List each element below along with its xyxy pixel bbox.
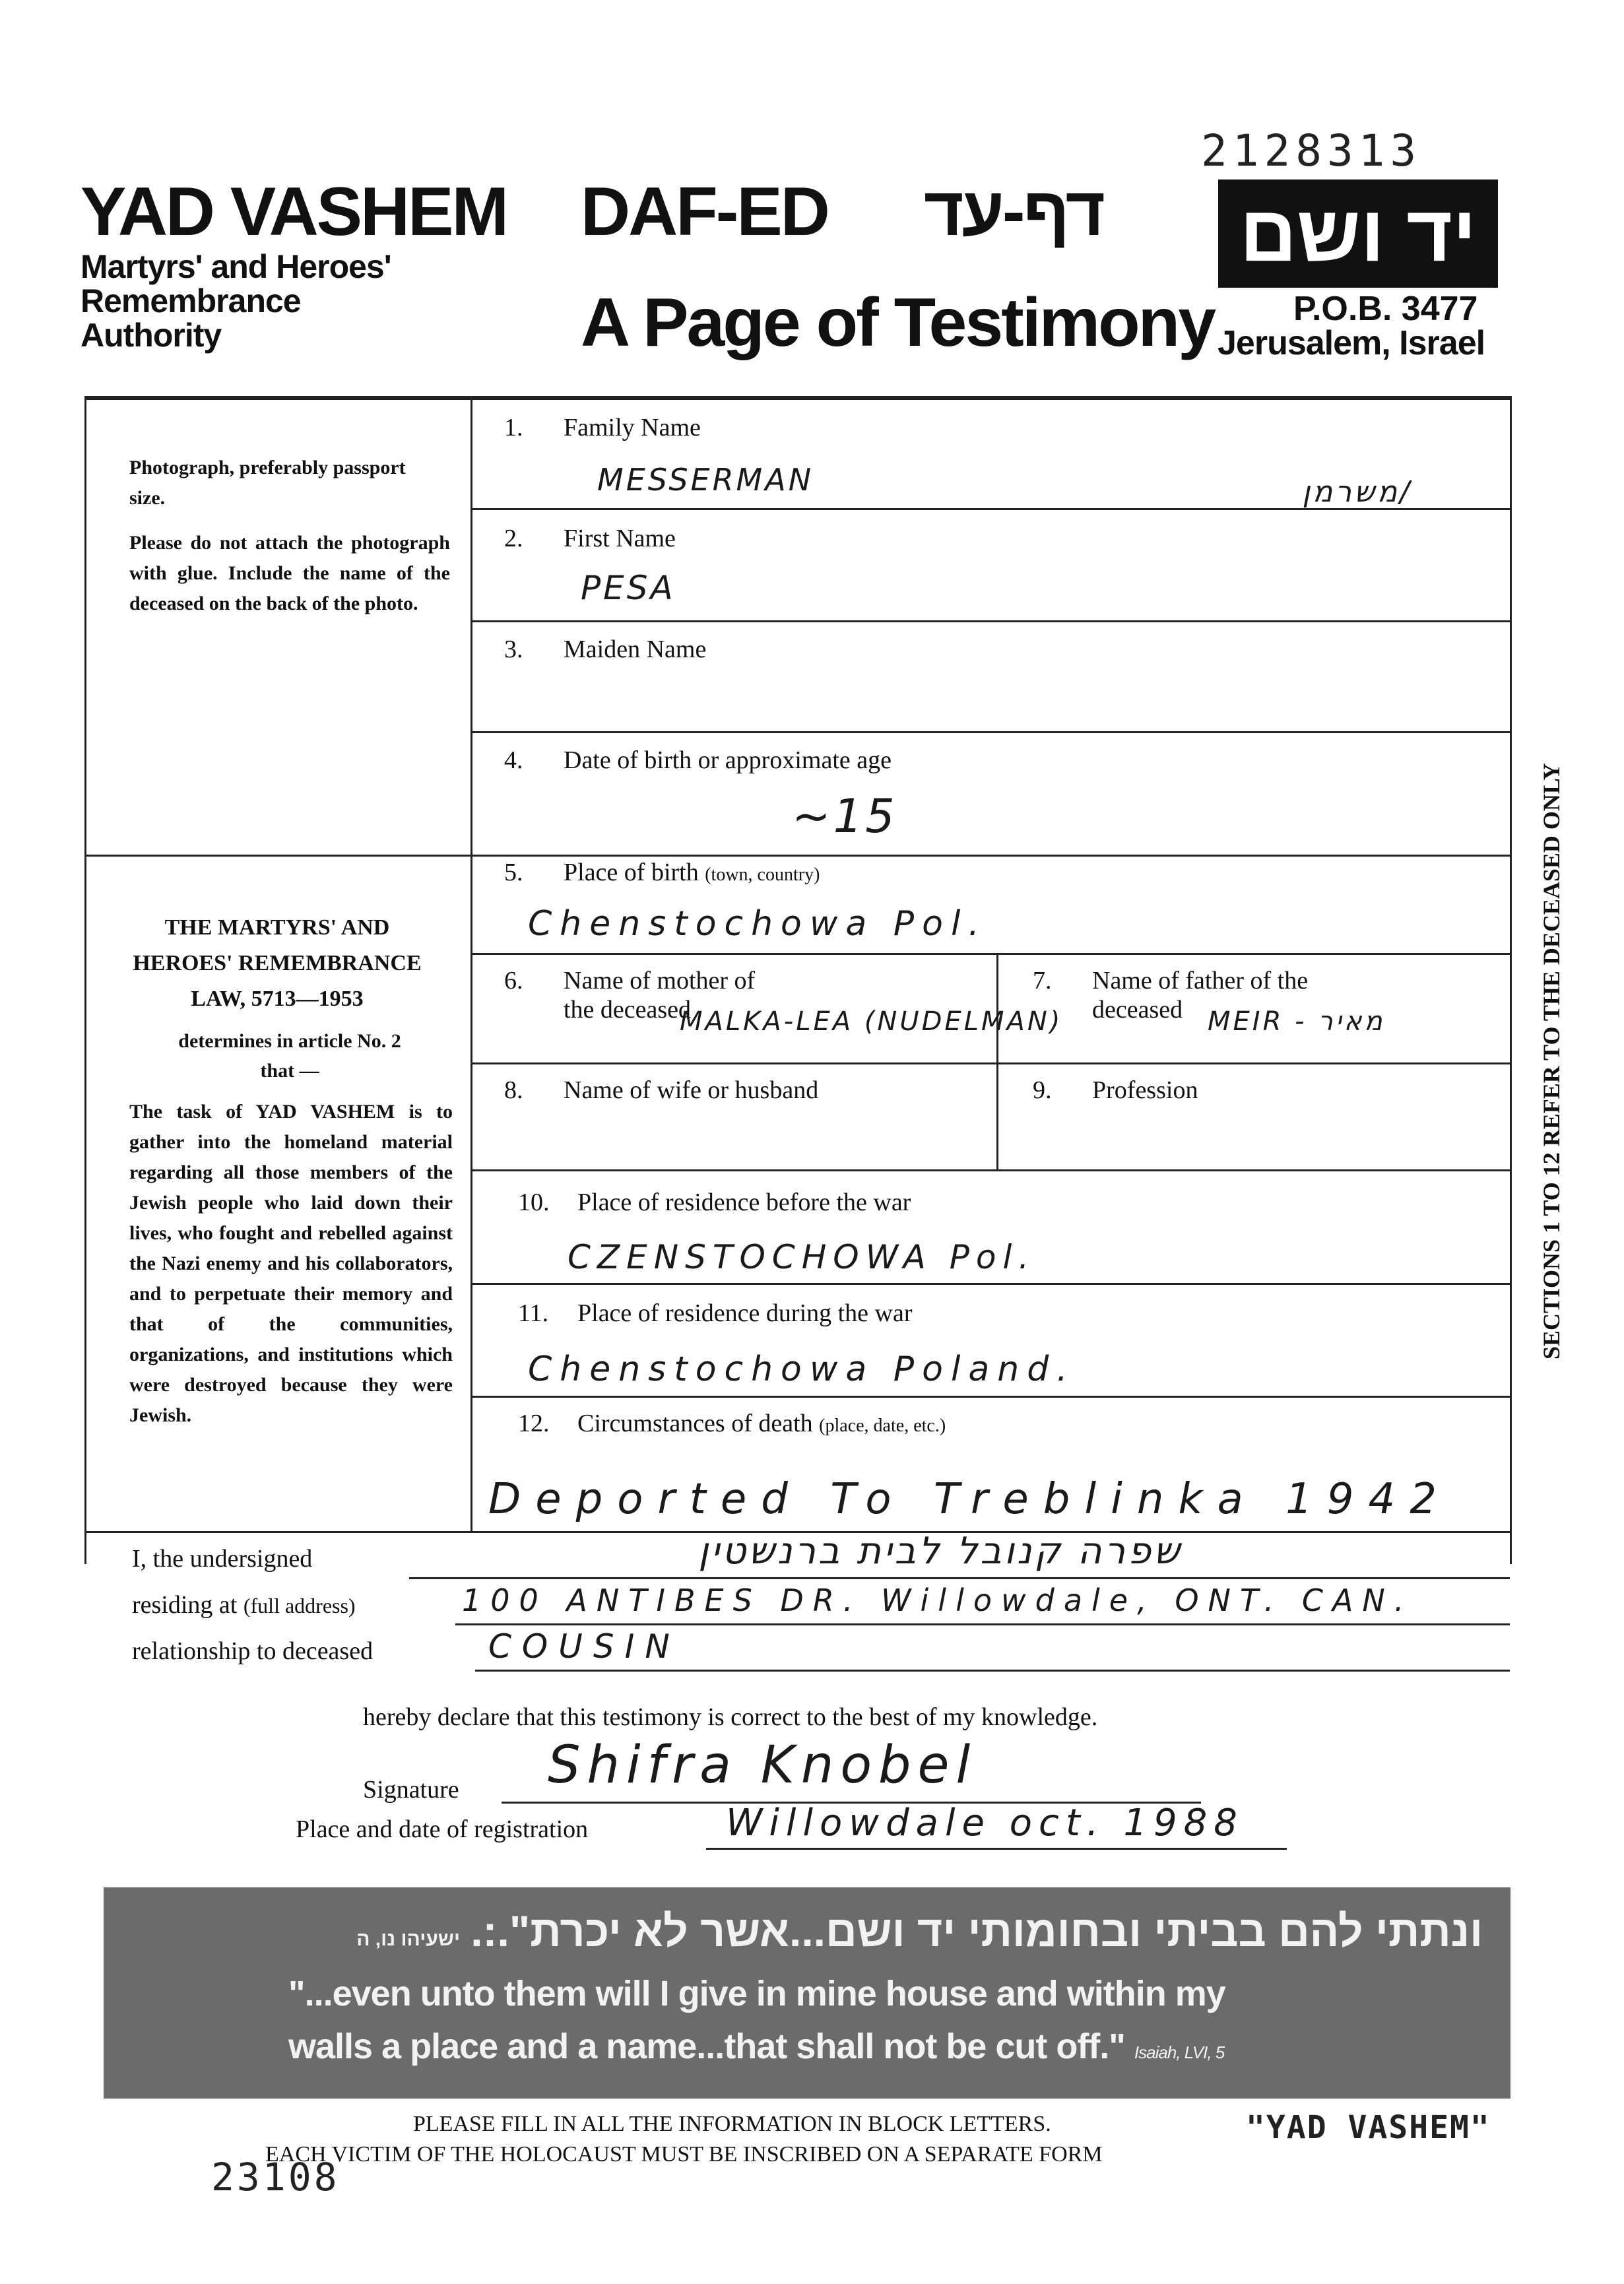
banner-english-2 [288,2026,1224,2067]
place-date-value[interactable]: Willowdale oct. 1988 [726,1802,1244,1844]
po-box: P.O.B. 3477 [1293,290,1478,328]
field-2-label [504,524,676,553]
field-1-label [504,413,701,442]
field-9-text: Profession [1092,1076,1198,1104]
footer-stamp: "YAD VASHEM" [1246,2109,1491,2146]
field-10-label [518,1188,911,1217]
quote-banner [104,1887,1510,2099]
field-10-number: 10. [518,1189,550,1216]
father-name-value[interactable]: MEIR - מאיר [1208,1006,1385,1037]
hebrew-title: דף-עד [924,174,1104,250]
field-3-text: Maiden Name [564,636,707,663]
field-2-number: 2. [504,525,523,552]
field-4-label [504,746,892,775]
field-12-text: Circumstances of death [577,1410,813,1437]
field-3-number: 3. [504,636,523,663]
field-2-text: First Name [564,525,676,552]
field-3-line [471,731,1510,733]
field-7-number: 7. [1033,967,1052,995]
footer-line-2: EACH VICTIM OF THE HOLOCAUST MUST BE INSCRIBED ON A SEPARATE FORM [265,2142,1103,2167]
field-5-label [504,858,820,887]
field-4-line [471,855,1510,857]
law-determines: determines in article No. 2 [178,1030,401,1052]
relationship-label: relationship to deceased [132,1637,374,1665]
field-10-line [471,1283,1510,1285]
undersigned-value[interactable]: שפרה קנובל לבית ברנשטין [698,1530,1183,1573]
city: Jerusalem, Israel [1218,324,1485,362]
law-heading-3: LAW, 5713—1953 [191,987,364,1011]
field-8-number: 8. [504,1076,523,1104]
form-top-border [84,396,1510,400]
birth-place-value[interactable]: Chenstochowa Pol. [528,904,987,944]
place-date-line [706,1848,1287,1850]
residence-before-value[interactable]: CZENSTOCHOWA Pol. [568,1238,1036,1276]
family-name-value[interactable]: MESSERMAN [597,462,814,498]
address-label-note: (full address) [243,1594,356,1617]
field-8-text: Name of wife or husband [564,1076,819,1104]
photo-instructions-1: Photograph, preferably passport size. [129,457,406,509]
field-1-line [471,508,1510,510]
left-box-bottom [84,1531,471,1533]
law-body: The task of YAD VASHEM is to gather into the homeland material regarding all those members of the Jewish people who laid down their lives, who fought and rebelled against the Nazi enemy and his collaborators, and to perpetuate their memory and that of the communities, organizations, and institutions which were destroyed because they were Jewish. [129,1101,453,1426]
document-number: 2128313 [1201,125,1422,176]
yad-vashem-logo [1218,179,1498,288]
field-7-text: Name of father of the deceased [1092,967,1309,1024]
field-6-7-divider [996,953,998,1171]
relationship-value[interactable]: COUSIN [488,1627,680,1666]
footer-line-1: PLEASE FILL IN ALL THE INFORMATION IN BLOCK LETTERS. [413,2112,1051,2136]
field-5-text: Place of birth [564,859,699,886]
death-circumstances-value[interactable]: Deported To Treblinka 1942 [488,1475,1451,1524]
form-divider [471,396,472,1531]
field-3-label [504,635,706,664]
undersigned-line [409,1577,1510,1579]
declaration-text: hereby declare that this testimony is correct to the best of my knowledge. [363,1703,1098,1731]
sections-side-note: SECTIONS 1 TO 12 REFER TO THE DECEASED ONLY [1538,763,1565,1359]
age-value[interactable]: ~15 [792,789,897,843]
field-11-line [471,1396,1510,1398]
photo-instructions-2: Please do not attach the photograph with glue. Include the name of the deceased on the back of the photo. [129,532,450,614]
field-11-number: 11. [518,1299,549,1327]
relationship-line [475,1670,1510,1672]
field-5-line [471,953,1510,955]
undersigned-label: I, the undersigned [132,1545,313,1573]
law-heading-2: HEROES' REMEMBRANCE [133,951,422,975]
field-2-line [471,620,1510,622]
field-1-number: 1. [504,414,523,441]
signature-value[interactable]: Shifra Knobel [548,1736,977,1795]
org-subtitle: Martyrs' and Heroes' Remembrance Authority [81,248,391,354]
field-9-label [1033,1076,1198,1105]
address-label [132,1590,356,1619]
banner-english-ref: Isaiah, LVI, 5 [1134,2042,1225,2062]
field-5-number: 5. [504,859,523,886]
field-6-number: 6. [504,967,523,995]
family-name-hebrew[interactable]: /משרמן [1302,475,1412,509]
residence-during-value[interactable]: Chenstochowa Poland. [528,1350,1076,1389]
field-12-number: 12. [518,1410,550,1437]
field-4-number: 4. [504,746,523,774]
place-date-label: Place and date of registration [296,1815,589,1843]
field-11-text: Place of residence during the war [577,1299,913,1327]
field-11-label [518,1299,913,1328]
field-4-text: Date of birth or approximate age [564,746,892,774]
law-that: that — [260,1060,319,1082]
left-box-divider [84,855,471,857]
form-left-border [84,396,86,1564]
address-line [455,1623,1510,1625]
address-value[interactable]: 100 ANTIBES DR. Willowdale, ONT. CAN. [462,1582,1413,1618]
field-6-7-line [471,1062,1510,1064]
field-8-9-line [471,1169,1510,1171]
field-9-number: 9. [1033,1076,1052,1104]
field-10-text: Place of residence before the war [577,1189,911,1216]
signature-label: Signature [363,1776,459,1804]
banner-english-2-text: walls a place and a name...that shall not be cut off." [288,2027,1125,2066]
field-8-label [504,1076,818,1105]
org-title: YAD VASHEM [81,174,507,250]
field-5-note: (town, country) [705,865,820,885]
first-name-value[interactable]: PESA [581,569,676,607]
logo-hebrew-text: יד ושם [1239,189,1477,278]
law-heading-1: THE MARTYRS' AND [164,915,390,940]
banner-hebrew: ונתתי להם בביתי ובחומותי יד ושם...אשר לא יכרת".:. [471,1907,1483,1955]
field-12-label [518,1409,946,1438]
mother-name-value[interactable]: MALKA-LEA (NUDELMAN) [680,1006,1063,1037]
address-label-text: residing at [132,1591,238,1619]
form-right-border [1510,396,1512,1564]
bottom-number: 23108 [211,2155,340,2200]
field-6-text: Name of mother of the deceased [564,967,756,1024]
banner-english-1: "...even unto them will I give in mine house and within my [288,1974,1225,2013]
field-1-text: Family Name [564,414,701,441]
banner-hebrew-ref: ישעיהו נו, ה [356,1928,460,1950]
field-12-note: (place, date, etc.) [819,1416,946,1436]
page-title: A Page of Testimony [581,284,1215,361]
form-code-title: DAF-ED [581,174,828,250]
